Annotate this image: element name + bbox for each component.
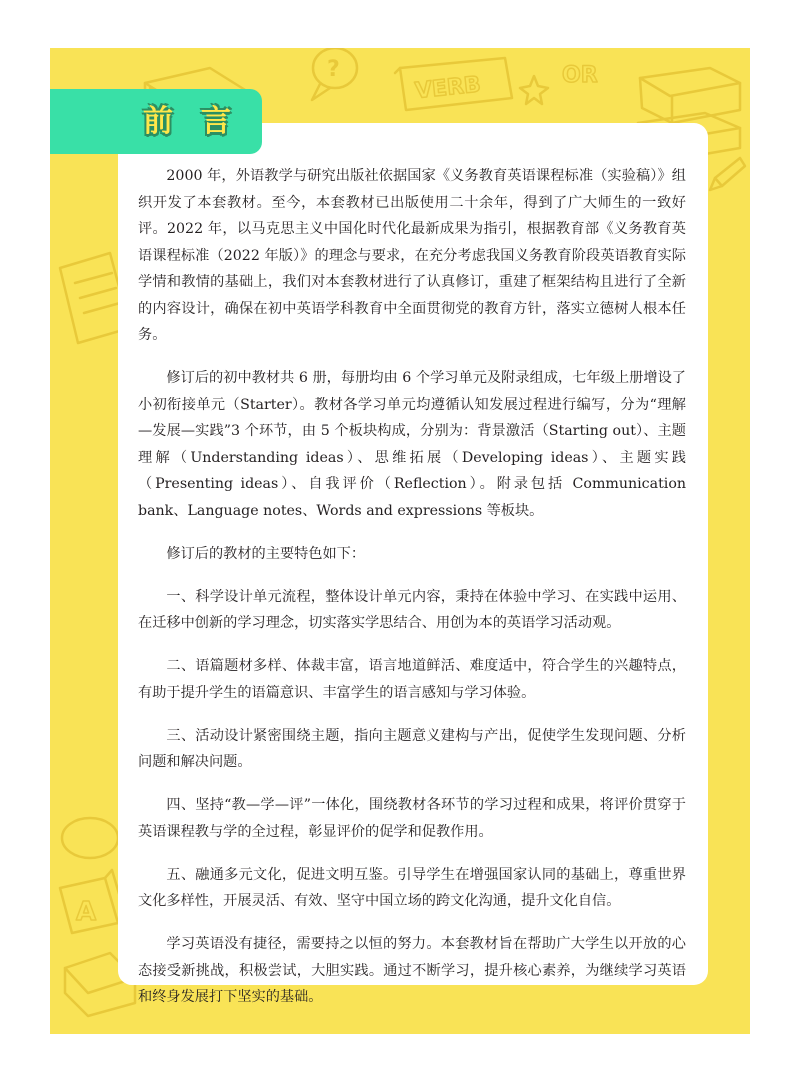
verb-text: VERB: [413, 72, 482, 105]
title-tab: [50, 89, 262, 154]
paragraph: 一、科学设计单元流程，整体设计单元内容，秉持在体验中学习、在实践中运用、在迁移中创新的学习理念，切实落实学思结合、用创为本的英语学习活动观。: [138, 588, 686, 631]
paragraph: 五、融通多元文化，促进文明互鉴。引导学生在增强国家认同的基础上，尊重世界文化多样性，开展灵活、有效、坚守中国立场的跨文化沟通，提升文化自信。: [138, 866, 686, 909]
paragraph: 2000 年，外语教学与研究出版社依据国家《义务教育英语课程标准（实验稿）》组织开发了本套教材。至今，本套教材已出版使用二十余年，得到了广大师生的一致好评。2022 年，以马克思主义中国化时代化最新成果为指引，根据教育部《义务教育英语课程标准（2022 年版）》的理念与要求，在充分考虑我国义务教育阶段英语教育实际学情和教情的基础上，我们对本套教材进行了认真修订，重建了框架结构且进行了全新的内容设计，确保在初中英语学科教育中全面贯彻党的教育方针，落实立德树人根本任务。: [138, 168, 686, 343]
title-char: 前: [143, 103, 173, 139]
paragraph: 学习英语没有捷径，需要持之以恒的努力。本套教材旨在帮助广大学生以开放的心态接受新挑战，积极尝试，大胆实践。通过不断学习，提升核心素养，为继续学习英语和终身发展打下坚实的基础。: [138, 936, 686, 1005]
question-mark-text: ?: [327, 57, 340, 82]
preface-body: [138, 163, 686, 1027]
star-doodle-icon: [520, 76, 548, 104]
letter-a-text: A: [76, 897, 97, 927]
paragraph: 修订后的初中教材共 6 册，每册均由 6 个学习单元及附录组成，七年级上册增设了小初衔接单元（Starter）。教材各学习单元均遵循认知发展过程进行编写，分为“理解—发展—实践”3 个环节，由 5 个板块构成，分别为：背景激活（Starting out）、主题理解（Understanding ideas）、思维拓展（Developing ideas）、主题实践（Presenting ideas）、自我评价（Reflection）。附录包括 Communication bank、Language notes、Words and expressions 等板块。: [138, 370, 686, 519]
paragraph: 三、活动设计紧密围绕主题，指向主题意义建构与产出，促使学生发现问题、分析问题和解决问题。: [138, 727, 686, 770]
title-char: 言: [201, 103, 231, 139]
paragraph: 四、坚持“教—学—评”一体化，围绕教材各环节的学习过程和成果，将评价贯穿于英语课程教与学的全过程，彰显评价的促学和促教作用。: [138, 797, 686, 840]
paragraph: 修订后的教材的主要特色如下：: [166, 545, 366, 562]
or-text: OR: [562, 63, 598, 88]
pencil-doodle-icon: [710, 158, 745, 190]
paragraph: 二、语篇题材多样、体裁丰富，语言地道鲜活、难度适中，符合学生的兴趣特点，有助于提升学生的语篇意识、丰富学生的语言感知与学习体验。: [138, 658, 686, 701]
bubble-doodle-icon: [62, 818, 118, 858]
